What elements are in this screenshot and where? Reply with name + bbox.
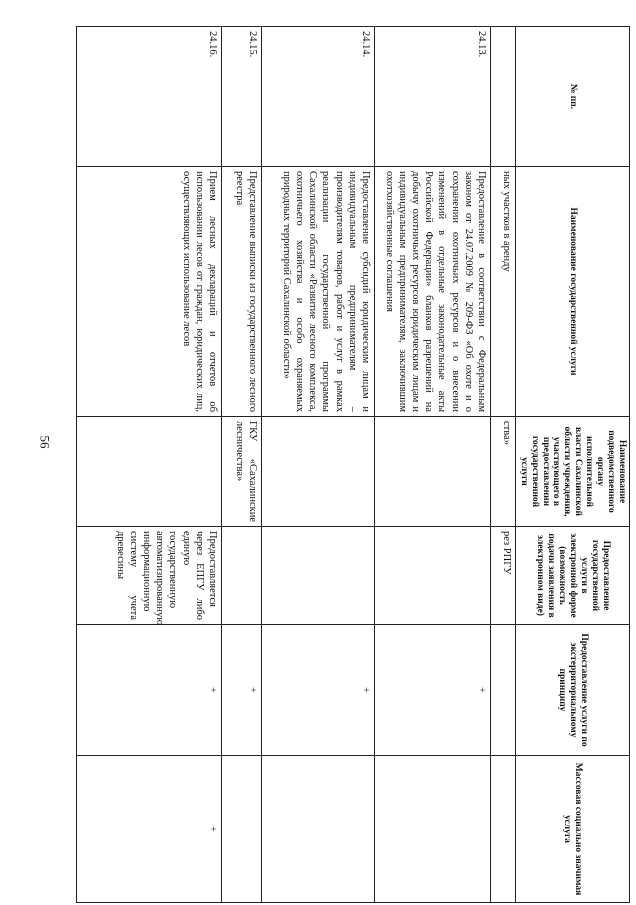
row-num: 24.14.: [261, 27, 374, 167]
table-row: [221, 27, 261, 903]
row-extraterritorial: +: [221, 625, 261, 756]
row-extraterritorial: +: [261, 625, 374, 756]
row-institution: ства»: [490, 417, 515, 527]
row-service-name: Предоставление субсидий юридическим лицам и индивидуальным предпринимателям – производителям товаров, работ и услуг в рамках реализации государственной программы Сахалинской области «Развитие лесного комплекса, охотничьего хозяйства и особо охраняемых природных территорий Сахалинской области»: [261, 167, 374, 417]
header-mass: Массовая социально значимая услуга: [515, 756, 629, 903]
row-mass: [261, 756, 374, 903]
header-electronic: Предоставление государственной услуги в электронной форме (возможность подачи заявления в электронном виде): [515, 527, 629, 625]
row-num: 24.15.: [221, 27, 261, 167]
row-institution: ГКУ «Сахалинские лесничества»: [221, 417, 261, 527]
row-extraterritorial: +: [374, 625, 490, 756]
row-electronic: [261, 527, 374, 625]
row-electronic: [221, 527, 261, 625]
row-institution: [261, 417, 374, 527]
row-mass: [490, 756, 515, 903]
table-row: [490, 27, 515, 903]
header-institution: Наименование подведомственного органу исполнительной власти Сахалинской области учреждения, участвующего в предоставлении государственной услуги: [515, 417, 629, 527]
table-row: [76, 27, 221, 903]
row-service-name: ных участков в аренду: [490, 167, 515, 417]
row-institution: [374, 417, 490, 527]
page-number: 56: [37, 435, 53, 449]
header-num: № пп.: [515, 27, 629, 167]
row-extraterritorial: +: [76, 625, 221, 756]
row-mass: +: [76, 756, 221, 903]
row-num: [490, 27, 515, 167]
services-table-rotated: [89, 26, 630, 902]
row-mass: [221, 756, 261, 903]
row-num: 24.16.: [76, 27, 221, 167]
row-num: 24.13.: [374, 27, 490, 167]
row-electronic: Предоставляется через ЕПГУ либо единую государственную автоматизированную информационную систему учета древесины: [76, 527, 221, 625]
table-row: [261, 27, 374, 903]
row-extraterritorial: [490, 625, 515, 756]
header-extraterritorial: Предоставление услуги по экстерриториальному принципу: [515, 625, 629, 756]
row-mass: [374, 756, 490, 903]
row-service-name: Представление выписки из государственного лесного реестра: [221, 167, 261, 417]
table-row: [374, 27, 490, 903]
services-table-frame: [89, 26, 630, 902]
services-table: [76, 26, 630, 903]
row-institution: [76, 417, 221, 527]
header-row: [515, 27, 629, 903]
header-service-name: Наименование государственной услуги: [515, 167, 629, 417]
row-electronic: [374, 527, 490, 625]
row-service-name: Предоставление в соответствии с Федеральным законом от 24.07.2009 № 209-ФЗ «Об охоте и о сохранении охотничьих ресурсов и о внесении изменений в отдельные законодательные акты Российской Федерации» бланков разрешений на добычу охотничьих ресурсов юридическим лицам и индивидуальным предпринимателям, заключившим охотхозяйственные соглашения: [374, 167, 490, 417]
row-service-name: Прием лесных деклараций и отчетов об использовании лесов от граждан, юридических лиц, осуществляющих использование лесов: [76, 167, 221, 417]
row-electronic: рез РПГУ: [490, 527, 515, 625]
